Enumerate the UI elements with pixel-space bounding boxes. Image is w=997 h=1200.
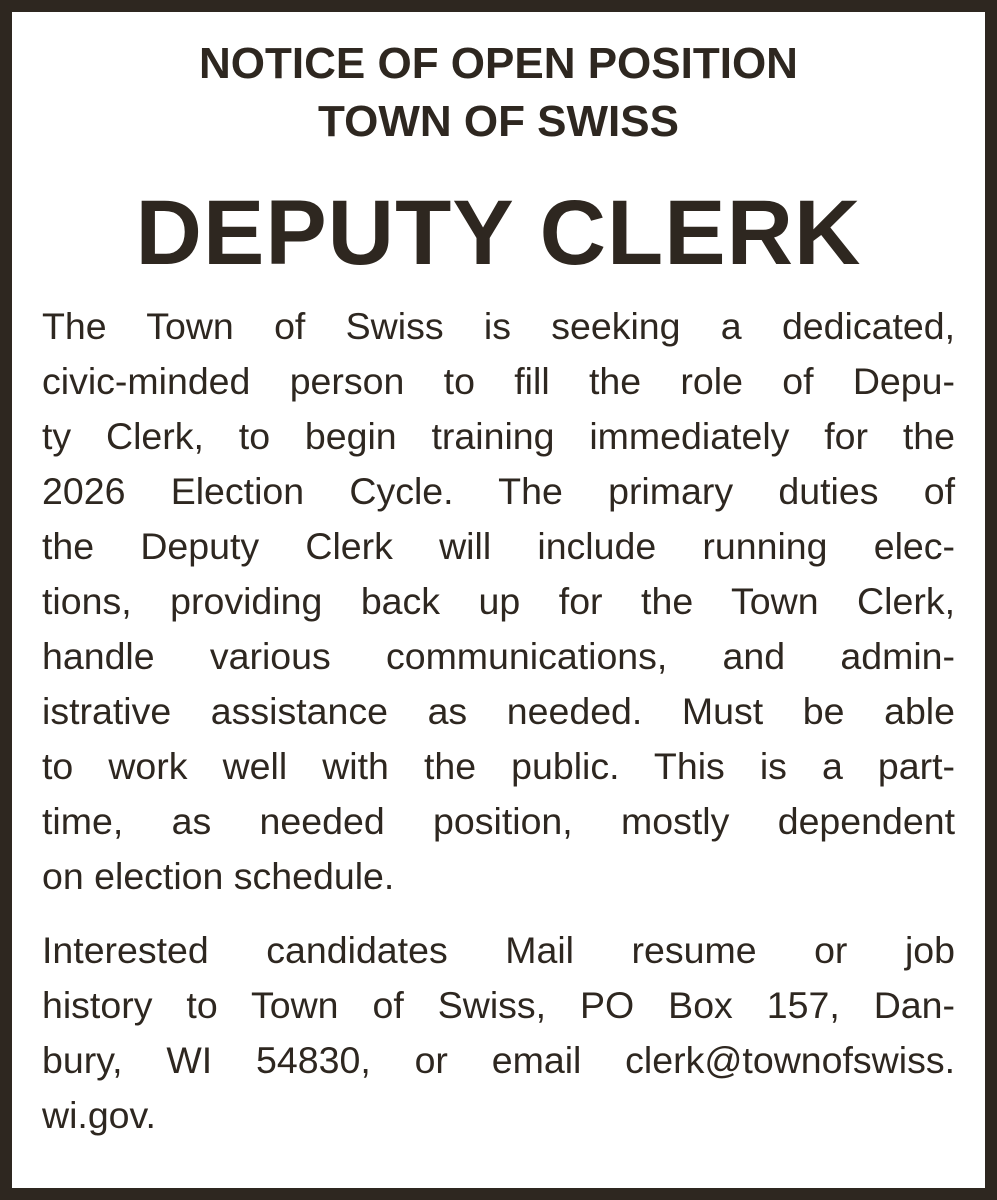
- description-line: to work well with the public. This is a part-: [42, 745, 955, 787]
- contact-line: bury, WI 54830, or email clerk@townofswiss.: [42, 1039, 955, 1081]
- description-line: time, as needed position, mostly dependent: [42, 800, 955, 842]
- town-name-heading: TOWN OF SWISS: [318, 97, 679, 146]
- description-line: istrative assistance as needed. Must be able: [42, 690, 955, 732]
- description-line: the Deputy Clerk will include running elec-: [42, 525, 955, 567]
- description-line: 2026 Election Cycle. The primary duties of: [42, 470, 955, 512]
- position-title: DEPUTY CLERK: [135, 182, 862, 284]
- notice-heading: NOTICE OF OPEN POSITION: [199, 39, 798, 88]
- contact-line: history to Town of Swiss, PO Box 157, Dan-: [42, 984, 955, 1026]
- description-line: The Town of Swiss is seeking a dedicated,: [42, 305, 955, 347]
- contact-line: wi.gov.: [42, 1094, 156, 1136]
- description-line: on election schedule.: [42, 855, 395, 897]
- description-line: civic-minded person to fill the role of Depu-: [42, 360, 955, 402]
- contact-line: Interested candidates Mail resume or job: [42, 929, 955, 971]
- description-line: tions, providing back up for the Town Clerk,: [42, 580, 955, 622]
- description-line: handle various communications, and admin-: [42, 635, 955, 677]
- description-line: ty Clerk, to begin training immediately for the: [42, 415, 955, 457]
